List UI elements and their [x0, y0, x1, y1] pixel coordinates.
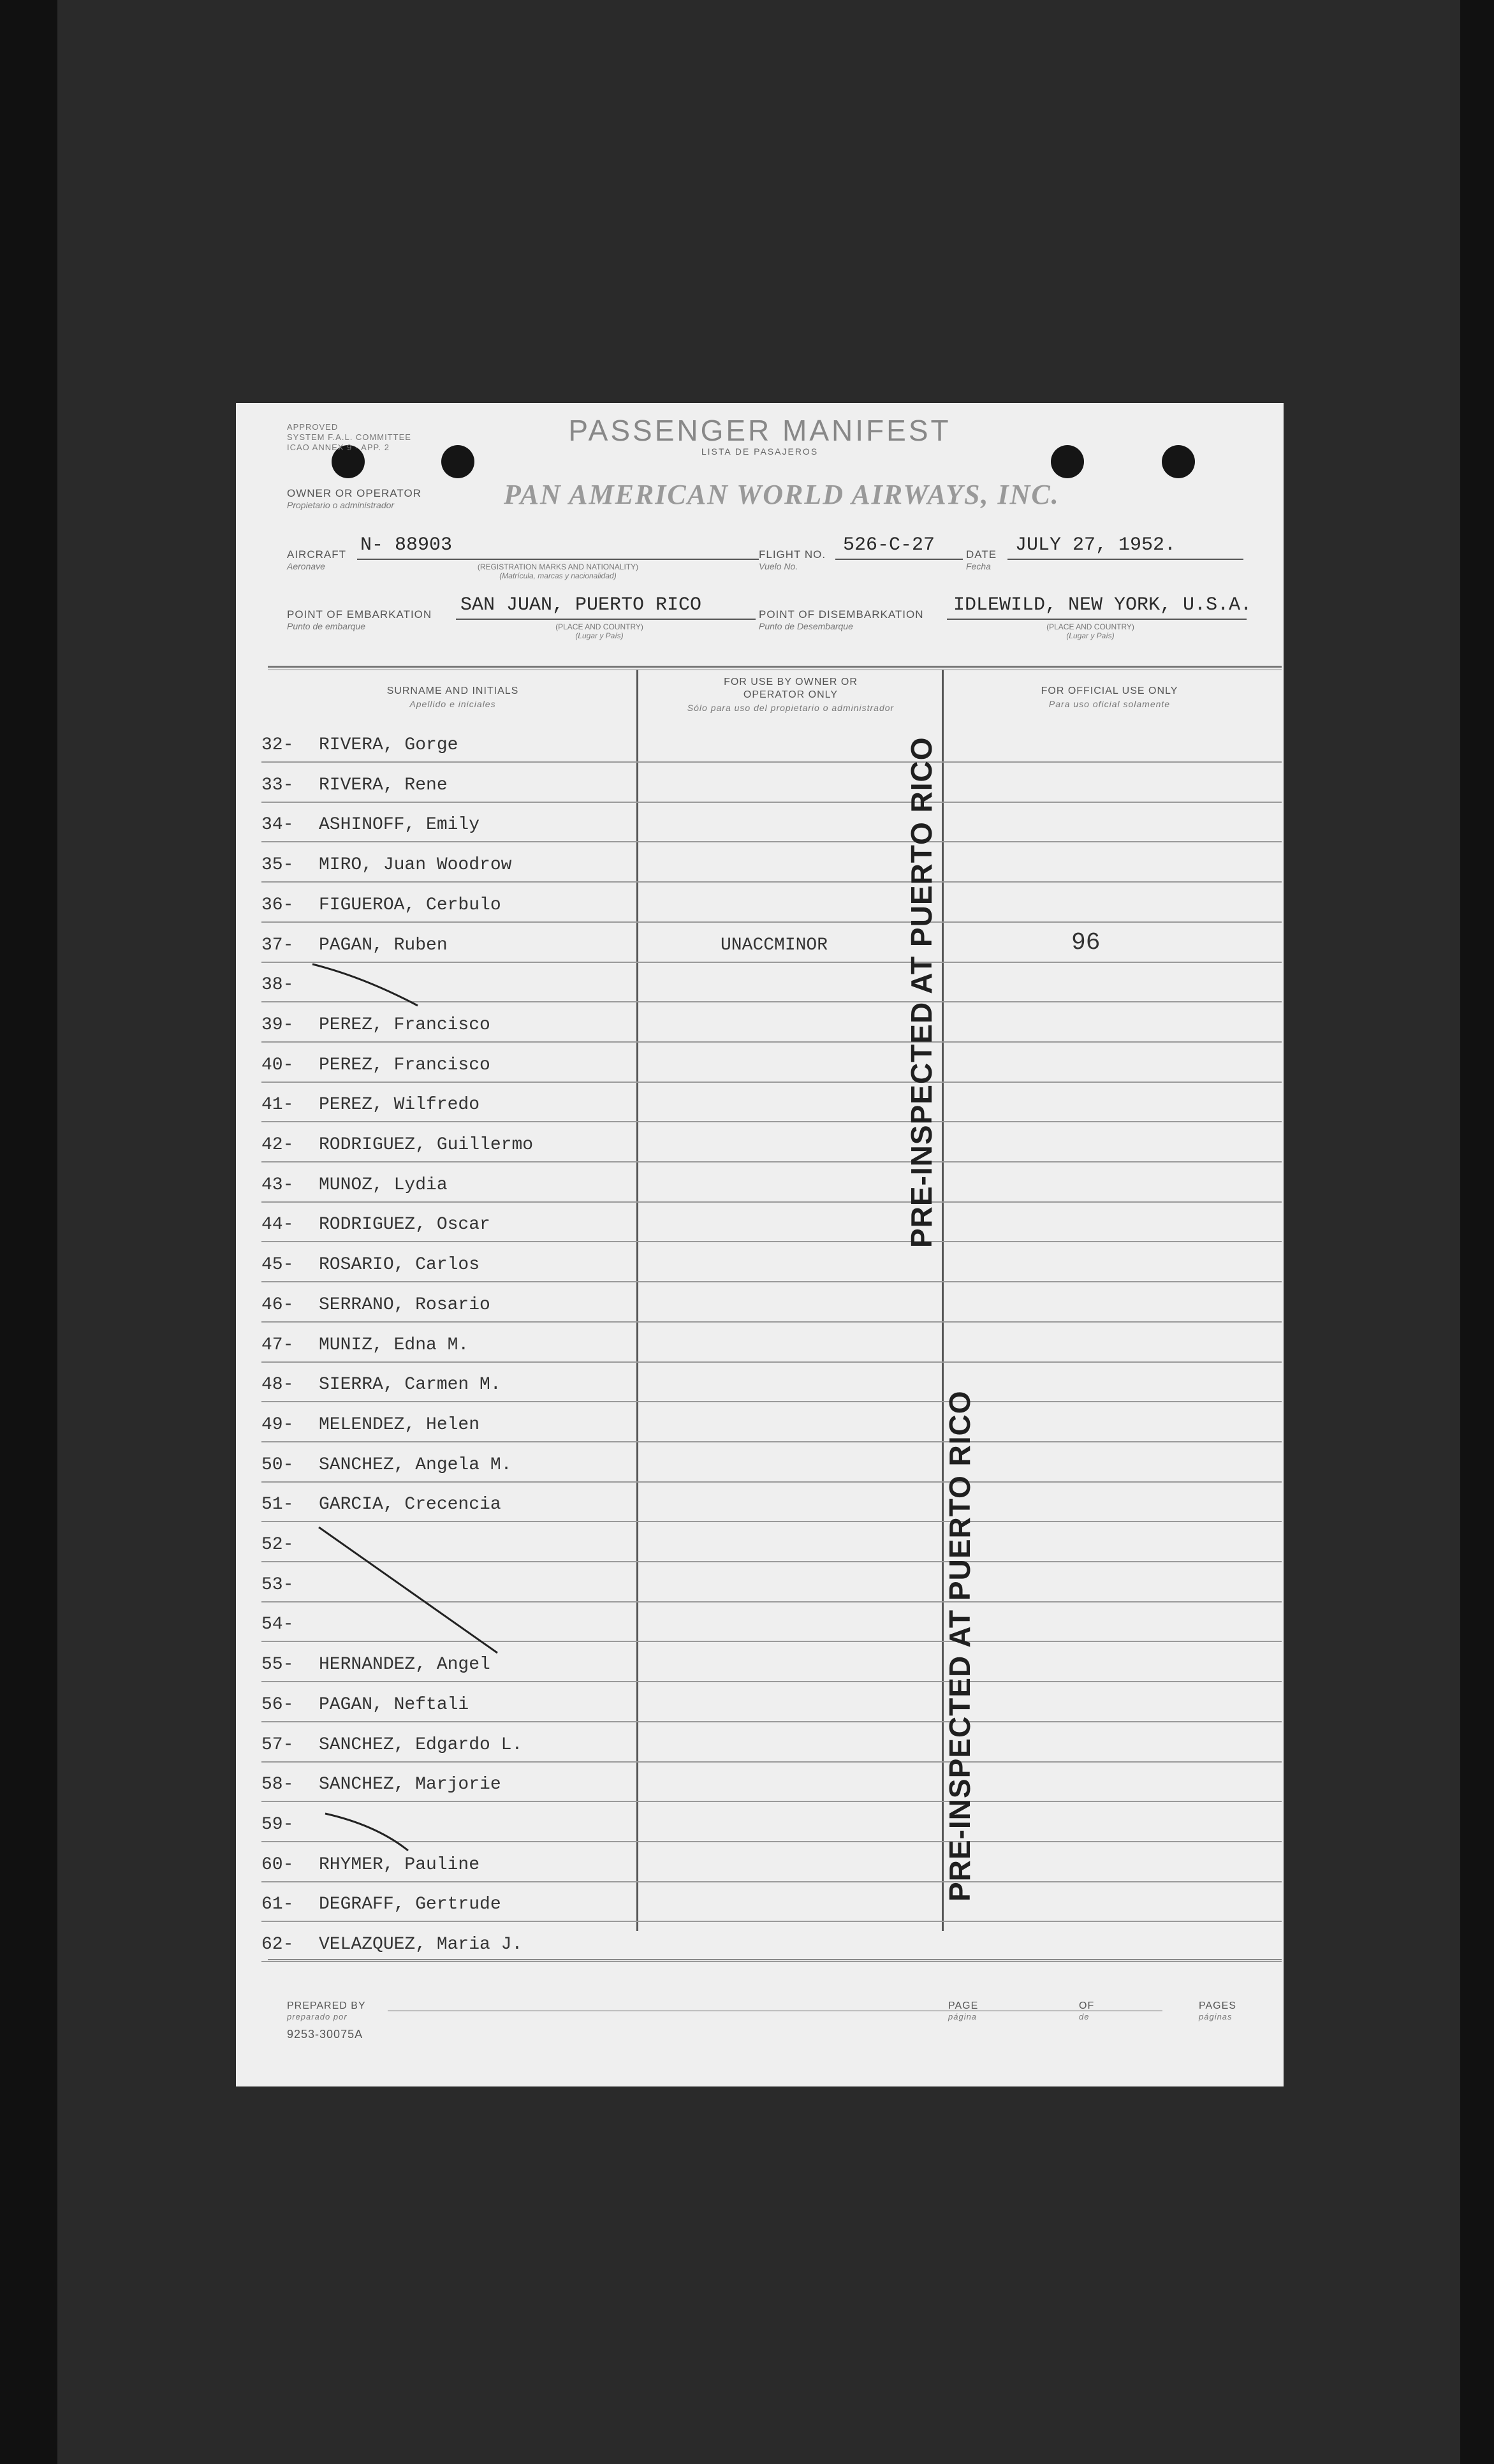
row-number: 60-	[261, 1854, 294, 1875]
row-number: 61-	[261, 1895, 294, 1915]
row-number: 62-	[261, 1935, 294, 1954]
flight-label-spanish: Vuelo No.	[759, 561, 798, 571]
column-header-operator: FOR USE BY OWNER OR OPERATOR ONLY Sólo para uso del propietario o administrador	[687, 677, 895, 713]
passenger-name: MUNOZ, Lydia	[319, 1175, 448, 1195]
column-header-official: FOR OFFICIAL USE ONLY Para uso oficial solamente	[1041, 686, 1178, 709]
row-number: 40-	[261, 1055, 294, 1075]
of-label: OF de	[1079, 2000, 1095, 2021]
passenger-name: DEGRAFF, Gertrude	[319, 1895, 501, 1915]
row-number: 43-	[261, 1175, 294, 1195]
embarkation-note: (PLACE AND COUNTRY) (Lugar y País)	[555, 622, 643, 640]
footer-divider	[268, 1959, 1282, 1960]
flight-label: FLIGHT NO.	[759, 548, 826, 561]
passenger-name: MIRO, Juan Woodrow	[319, 855, 512, 876]
passenger-name: RODRIGUEZ, Guillermo	[319, 1135, 534, 1155]
strike-mark-row-59	[325, 1814, 408, 1851]
passenger-manifest-document	[236, 403, 1284, 2086]
passenger-name: ROSARIO, Carlos	[319, 1255, 480, 1275]
passenger-name: HERNANDEZ, Angel	[319, 1655, 490, 1675]
passenger-name: PAGAN, Neftali	[319, 1694, 469, 1715]
row-number: 34-	[261, 815, 294, 835]
aircraft-label-spanish: Aeronave	[287, 561, 325, 571]
passenger-name: RIVERA, Rene	[319, 775, 448, 795]
row-number: 51-	[261, 1495, 294, 1515]
official-note: 96	[1071, 928, 1101, 957]
row-number: 36-	[261, 895, 294, 915]
row-number: 47-	[261, 1335, 294, 1355]
passenger-name: RODRIGUEZ, Oscar	[319, 1215, 490, 1235]
row-number: 59-	[261, 1814, 294, 1835]
row-number: 55-	[261, 1655, 294, 1675]
row-number: 42-	[261, 1135, 294, 1155]
pages-label: PAGES páginas	[1199, 2000, 1236, 2021]
owner-label: OWNER OR OPERATOR	[287, 487, 421, 499]
pre-inspected-stamp: PRE-INSPECTED AT PUERTO RICO	[905, 737, 938, 1248]
passenger-name: FIGUEROA, Cerbulo	[319, 895, 501, 915]
row-number: 35-	[261, 855, 294, 876]
row-number: 53-	[261, 1574, 294, 1595]
passenger-name: SANCHEZ, Edgardo L.	[319, 1734, 523, 1755]
date-label-spanish: Fecha	[966, 561, 991, 571]
passenger-name: SANCHEZ, Angela M.	[319, 1455, 512, 1475]
row-number: 37-	[261, 935, 294, 955]
row-number: 49-	[261, 1414, 294, 1435]
manifest-title-spanish: LISTA DE PASAJEROS	[701, 446, 819, 457]
column-header-surname: SURNAME AND INITIALS Apellido e iniciales	[386, 686, 519, 709]
passenger-name: RHYMER, Pauline	[319, 1854, 480, 1875]
passenger-name: PEREZ, Francisco	[319, 1055, 490, 1075]
row-number: 46-	[261, 1294, 294, 1315]
strike-marks	[236, 403, 1284, 2086]
owner-label-spanish: Propietario o administrador	[287, 500, 395, 510]
passenger-name: PAGAN, Ruben	[319, 935, 448, 955]
strike-mark-row-38	[312, 964, 418, 1006]
strike-mark-rows-52-54	[319, 1527, 497, 1653]
passenger-name: PEREZ, Wilfredo	[319, 1095, 480, 1115]
approval-note: APPROVED SYSTEM F.A.L. COMMITTEE ICAO ANNEX 9 - APP. 2	[287, 422, 411, 452]
aircraft-label: AIRCRAFT	[287, 548, 346, 561]
row-number: 33-	[261, 775, 294, 795]
row-number: 56-	[261, 1694, 294, 1715]
passenger-name: PEREZ, Francisco	[319, 1015, 490, 1035]
row-number: 39-	[261, 1015, 294, 1035]
prepared-by-label: PREPARED BY preparado por	[287, 2000, 366, 2021]
passenger-name: SERRANO, Rosario	[319, 1294, 490, 1315]
operator-note: UNACCMINOR	[721, 935, 828, 955]
disembarkation-value: IDLEWILD, NEW YORK, U.S.A.	[953, 594, 1252, 616]
flight-value: 526-C-27	[843, 534, 935, 556]
date-value: JULY 27, 1952.	[1015, 534, 1176, 556]
embarkation-label-spanish: Punto de embarque	[287, 621, 365, 631]
passenger-name: MUNIZ, Edna M.	[319, 1335, 469, 1355]
passenger-name: SANCHEZ, Marjorie	[319, 1775, 501, 1795]
passenger-name: RIVERA, Gorge	[319, 735, 458, 755]
aircraft-value: N- 88903	[360, 534, 453, 556]
manifest-title: PASSENGER MANIFEST	[568, 414, 951, 447]
embarkation-label: POINT OF EMBARKATION	[287, 608, 432, 620]
passenger-name: SIERRA, Carmen M.	[319, 1375, 501, 1395]
disembarkation-note: (PLACE AND COUNTRY) (Lugar y País)	[1046, 622, 1134, 640]
date-label: DATE	[966, 548, 997, 561]
row-number: 44-	[261, 1215, 294, 1235]
row-number: 41-	[261, 1095, 294, 1115]
row-number: 50-	[261, 1455, 294, 1475]
passenger-name: VELAZQUEZ, Maria J.	[319, 1935, 523, 1954]
embarkation-value: SAN JUAN, PUERTO RICO	[460, 594, 702, 616]
passenger-name: GARCIA, Crecencia	[319, 1495, 501, 1515]
row-number: 45-	[261, 1255, 294, 1275]
row-number: 38-	[261, 975, 294, 995]
row-number: 57-	[261, 1734, 294, 1755]
disembarkation-label: POINT OF DISEMBARKATION	[759, 608, 924, 620]
passenger-name: MELENDEZ, Helen	[319, 1414, 480, 1435]
pre-inspected-stamp: PRE-INSPECTED AT PUERTO RICO	[943, 1390, 976, 1902]
aircraft-note: (REGISTRATION MARKS AND NATIONALITY) (Matrícula, marcas y nacionalidad)	[477, 562, 639, 580]
passenger-name: ASHINOFF, Emily	[319, 815, 480, 835]
row-number: 54-	[261, 1615, 294, 1635]
row-number: 58-	[261, 1775, 294, 1795]
row-number: 48-	[261, 1375, 294, 1395]
carrier-name: PAN AMERICAN WORLD AIRWAYS, INC.	[504, 479, 1060, 510]
page-label: PAGE página	[948, 2000, 979, 2021]
disembarkation-label-spanish: Punto de Desembarque	[759, 621, 853, 631]
row-number: 52-	[261, 1535, 294, 1555]
row-number: 32-	[261, 735, 294, 755]
form-code: 9253-30075A	[287, 2028, 363, 2041]
